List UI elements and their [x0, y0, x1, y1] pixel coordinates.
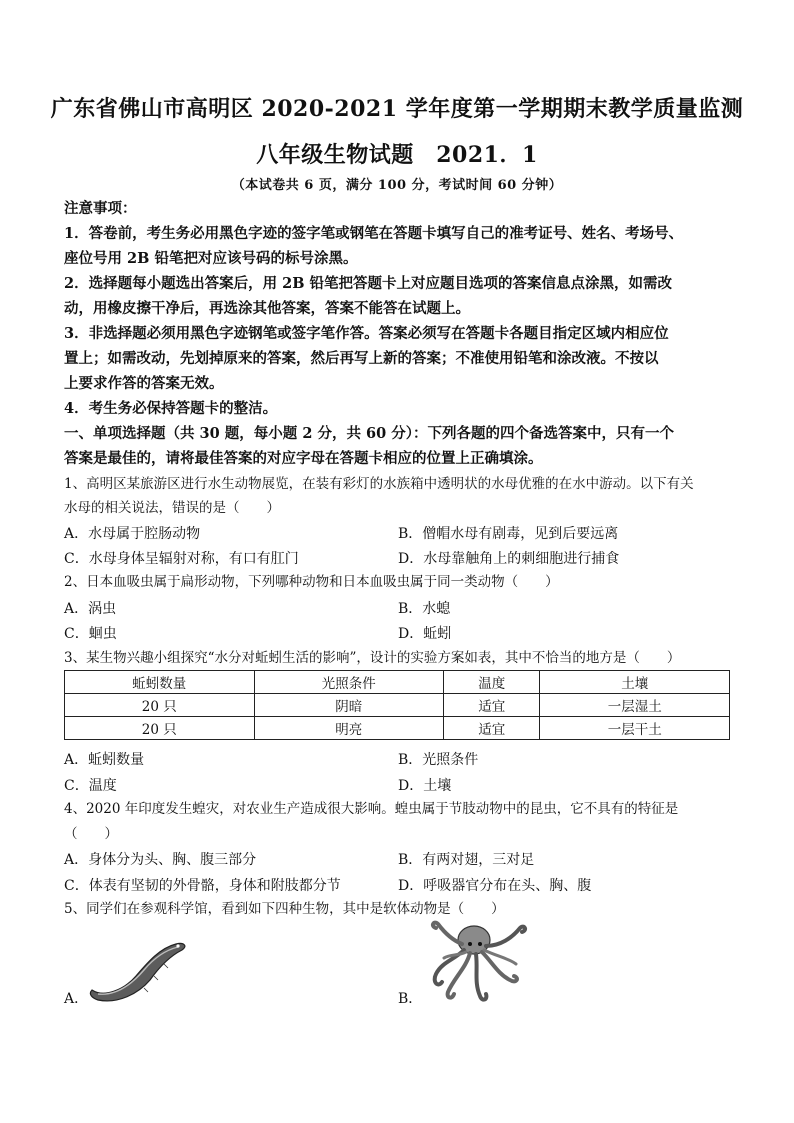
note-1-line-2: 座位号用 2B 铅笔把对应该号码的标号涂黑。 [64, 250, 358, 267]
eel-icon [84, 928, 194, 1008]
notes-heading: 注意事项： [64, 200, 137, 217]
table-header-row [65, 671, 730, 694]
q3-option-a[interactable]: A．蚯蚓数量 [64, 752, 145, 768]
q2-stem: 2、日本血吸虫属于扁形动物，下列哪种动物和日本血吸虫属于同一类动物（ ） [64, 574, 559, 590]
exam-info: （本试卷共 6 页，满分 100 分，考试时间 60 分钟） [231, 178, 563, 193]
q2-option-b[interactable]: B．水螅 [398, 601, 451, 617]
table-cell: 20 只 [65, 694, 255, 717]
table-cell: 20 只 [65, 717, 255, 740]
q4-option-b[interactable]: B．有两对翅，三对足 [398, 852, 535, 868]
q3-option-c[interactable]: C．温度 [64, 778, 117, 794]
q1-stem-line-1: 1、高明区某旅游区进行水生动物展览，在装有彩灯的水族箱中透明状的水母优雅的在水中游动。以下有关 [64, 476, 694, 492]
q2-option-a[interactable]: A．涡虫 [64, 601, 117, 617]
note-3-line-3: 上要求作答的答案无效。 [64, 375, 224, 392]
table-header-cell: 土壤 [540, 671, 730, 694]
q5-option-a[interactable]: A． [64, 991, 89, 1007]
q2-option-c[interactable]: C．蛔虫 [64, 626, 117, 642]
q4-stem-line-2: （ ） [64, 826, 118, 842]
q3-option-d[interactable]: D．土壤 [398, 778, 452, 794]
q1-stem-line-2: 水母的相关说法，错误的是（ ） [64, 500, 280, 516]
table-cell: 适宜 [444, 694, 540, 717]
table-cell: 适宜 [444, 717, 540, 740]
table-cell: 一层湿土 [540, 694, 730, 717]
q1-option-c[interactable]: C．水母身体呈辐射对称，有口有肛门 [64, 551, 299, 567]
q5-stem: 5、同学们在参观科学馆，看到如下四种生物，其中是软体动物是（ ） [64, 901, 505, 917]
q1-option-a[interactable]: A．水母属于腔肠动物 [64, 526, 201, 542]
table-row [65, 717, 730, 740]
table-cell: 明亮 [254, 717, 444, 740]
note-2-line-1: 2．选择题每小题选出答案后，用 2B 铅笔把答题卡上对应题目选项的答案信息点涂黑，如需改 [64, 275, 673, 292]
q3-stem: 3、某生物兴趣小组探究“水分对蚯蚓生活的影响”，设计的实验方案如表，其中不恰当的地方是（ ） [64, 650, 681, 666]
exam-subtitle: 八年级生物试题 2021．1 [256, 142, 538, 168]
note-3-line-2: 置上；如需改动，先划掉原来的答案，然后再写上新的答案；不准使用铅笔和涂改液。不按以 [64, 350, 659, 367]
table-cell: 阴暗 [254, 694, 444, 717]
note-1-line-1: 1．答卷前，考生务必用黑色字迹的签字笔或钢笔在答题卡填写自己的准考证号、姓名、考场号、 [64, 225, 684, 242]
section-1-instructions-line-1: 一、单项选择题（共 30 题，每小题 2 分，共 60 分）：下列各题的四个备选答案中，只有一个 [64, 425, 674, 442]
note-3-line-1: 3．非选择题必须用黑色字迹钢笔或签字笔作答。答案必须写在答题卡各题目指定区域内相应位 [64, 325, 669, 342]
table-header-cell: 温度 [444, 671, 540, 694]
q4-option-a[interactable]: A．身体分为头、胸、腹三部分 [64, 852, 257, 868]
table-header-cell: 蚯蚓数量 [65, 671, 255, 694]
q3-option-b[interactable]: B．光照条件 [398, 752, 479, 768]
exam-title: 广东省佛山市高明区 2020-2021 学年度第一学期期末教学质量监测 [50, 96, 744, 122]
table-cell: 一层干土 [540, 717, 730, 740]
q4-stem-line-1: 4、2020 年印度发生蝗灾，对农业生产造成很大影响。蝗虫属于节肢动物中的昆虫，它不具有的特征是 [64, 801, 679, 817]
table-header-cell: 光照条件 [254, 671, 444, 694]
note-2-line-2: 动，用橡皮擦干净后，再选涂其他答案，答案不能答在试题上。 [64, 300, 470, 317]
q4-option-d[interactable]: D．呼吸器官分布在头、胸、腹 [398, 878, 592, 894]
q1-option-d[interactable]: D．水母靠触角上的刺细胞进行捕食 [398, 551, 620, 567]
q4-option-c[interactable]: C．体表有坚韧的外骨骼，身体和附肢都分节 [64, 878, 341, 894]
note-4: 4．考生务必保持答题卡的整洁。 [64, 400, 278, 417]
q2-option-d[interactable]: D．蚯蚓 [398, 626, 452, 642]
section-1-instructions-line-2: 答案是最佳的，请将最佳答案的对应字母在答题卡相应的位置上正确填涂。 [64, 450, 543, 467]
q3-experiment-table [64, 670, 730, 740]
table-row [65, 694, 730, 717]
q1-option-b[interactable]: B．僧帽水母有剧毒，见到后要远离 [398, 526, 619, 542]
q5-option-b[interactable]: B． [398, 991, 423, 1007]
octopus-icon [424, 918, 534, 1008]
